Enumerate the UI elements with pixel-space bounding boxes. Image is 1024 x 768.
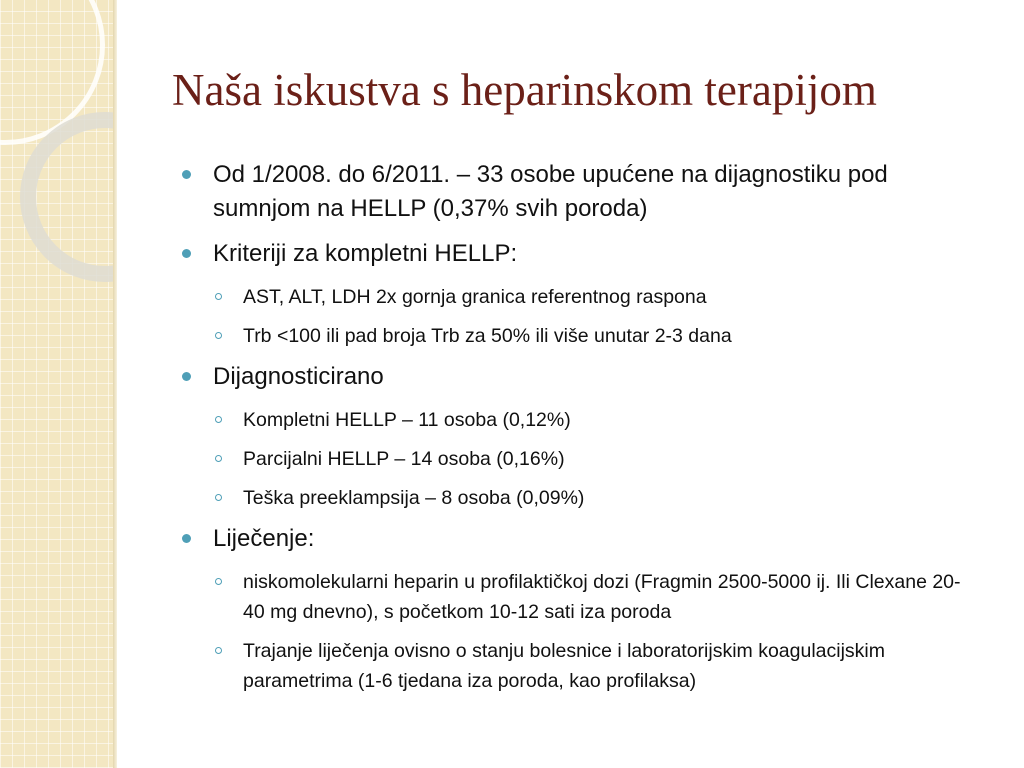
- bullet-text: Od 1/2008. do 6/2011. – 33 osobe upućene na dijagnostiku pod sumnjom na HELLP (0,37% svih poroda): [213, 161, 888, 222]
- sub-bullet-text: Teška preeklampsija – 8 osoba (0,09%): [243, 487, 585, 509]
- bullet-dot-icon: [182, 372, 191, 381]
- sub-bullet-text: AST, ALT, LDH 2x gornja granica referentnog raspona: [243, 286, 707, 308]
- ring-bullet-icon: [215, 416, 222, 423]
- sub-bullet-text: Kompletni HELLP – 11 osoba (0,12%): [243, 409, 571, 431]
- ring-bullet-icon: [215, 293, 222, 300]
- decorative-left-band: [0, 0, 113, 768]
- ring-bullet-icon: [215, 647, 222, 654]
- sub-bullet-item: [180, 444, 980, 474]
- ring-bullet-icon: [215, 455, 222, 462]
- slide-title: Naša iskustva s heparinskom terapijom: [172, 65, 877, 115]
- sub-bullet-text: Trb <100 ili pad broja Trb za 50% ili više unutar 2-3 dana: [243, 325, 732, 347]
- sub-bullet-item: [180, 636, 980, 696]
- bullet-item-criteria: [180, 237, 980, 271]
- bullet-text: Kriteriji za kompletni HELLP:: [213, 240, 518, 267]
- band-edge-divider: [113, 0, 117, 768]
- sub-bullet-item: [180, 405, 980, 435]
- sub-bullet-item: [180, 321, 980, 351]
- sub-bullet-text: niskomolekularni heparin u profilaktičkoj dozi (Fragmin 2500-5000 ij. Ili Clexane 20-40 mg dnevno), s početkom 10-12 sati iza poroda: [243, 571, 961, 623]
- sub-bullet-item: [180, 282, 980, 312]
- ring-bullet-icon: [215, 494, 222, 501]
- sub-bullet-text: Trajanje liječenja ovisno o stanju bolesnice i laboratorijskim koagulacijskim parametrima (1-6 tjedana iza poroda, kao profilaksa): [243, 640, 885, 692]
- ring-bullet-icon: [215, 578, 222, 585]
- sub-bullet-item: [180, 567, 980, 627]
- bullet-text: Liječenje:: [213, 525, 315, 552]
- ring-bullet-icon: [215, 332, 222, 339]
- bullet-item-treatment: [180, 522, 980, 556]
- bullet-dot-icon: [182, 170, 191, 179]
- bullet-dot-icon: [182, 249, 191, 258]
- bullet-item-diagnosed: [180, 360, 980, 394]
- bullet-text: Dijagnosticirano: [213, 363, 384, 390]
- sub-bullet-item: [180, 483, 980, 513]
- bullet-dot-icon: [182, 534, 191, 543]
- sub-bullet-text: Parcijalni HELLP – 14 osoba (0,16%): [243, 448, 565, 470]
- bullet-list: [180, 158, 980, 705]
- bullet-item-referrals: [180, 158, 980, 226]
